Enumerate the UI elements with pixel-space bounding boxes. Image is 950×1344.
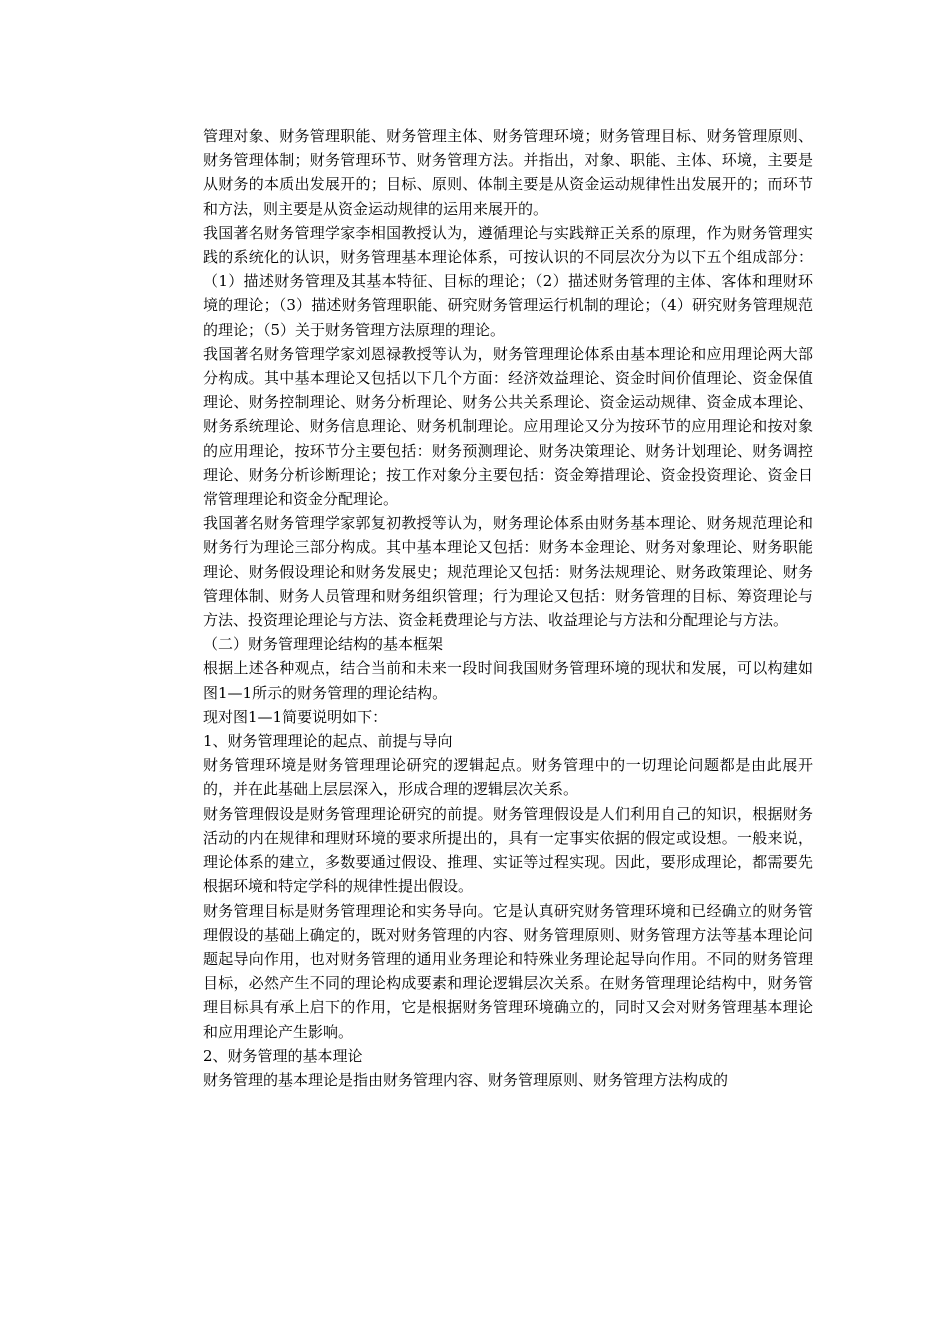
paragraph-liu-enlu-view: 我国著名财务管理学家刘恩禄教授等认为，财务管理理论体系由基本理论和应用理论两大部分构成。其中基本理论又包括以下几个方面：经济效益理论、资金时间价值理论、资金保值理论、财务控制理论、财务分析理论、财务公共关系理论、资金运动规律、资金成本理论、财务系统理论、财务信息理论、财务机制理论。应用理论又分为按环节的应用理论和按对象的应用理论，按环节分主要包括：财务预测理论、财务决策理论、财务计划理论、财务调控理论、财务分析诊断理论；按工作对象分主要包括：资金筹措理论、资金投资理论、资金日常管理理论和资金分配理论。 <box>203 344 813 509</box>
paragraph-framework-intro: 根据上述各种观点，结合当前和未来一段时间我国财务管理环境的现状和发展，可以构建如图1—1所示的财务管理的理论结构。 <box>203 659 813 702</box>
subheading-starting-point: 1、财务管理理论的起点、前提与导向 <box>203 732 453 751</box>
paragraph-finance-objects: 管理对象、财务管理职能、财务管理主体、财务管理环境；财务管理目标、财务管理原则、财务管理体制；财务管理环节、财务管理方法。并指出，对象、职能、主体、环境，主要是从财务的本质出发展开的；目标、原则、体制主要是从资金运动规律性出发展开的；而环节和方法，则主要是从资金运动规律的运用来展开的。 <box>203 127 813 218</box>
section-heading-framework: （二）财务管理理论结构的基本框架 <box>203 635 444 654</box>
paragraph-objective: 财务管理目标是财务管理理论和实务导向。它是认真研究财务管理环境和已经确立的财务管理假设的基础上确定的，既对财务管理的内容、财务管理原则、财务管理方法等基本理论问题起导向作用，也对财务管理的通用业务理论和特殊业务理论起导向作用。不同的财务管理目标，必然产生不同的理论构成要素和理论逻辑层次关系。在财务管理理论结构中，财务管理目标具有承上启下的作用，它是根据财务管理环境确立的，同时又会对财务管理基本理论和应用理论产生影响。 <box>203 901 813 1041</box>
paragraph-guo-fuchu-view: 我国著名财务管理学家郭复初教授等认为，财务理论体系由财务基本理论、财务规范理论和财务行为理论三部分构成。其中基本理论又包括：财务本金理论、财务对象理论、财务职能理论、财务假设理论和财务发展史；规范理论又包括：财务法规理论、财务政策理论、财务管理体制、财务人员管理和财务组织管理；行为理论又包括：财务管理的目标、筹资理论与方法、投资理论理论与方法、资金耗费理论与方法、收益理论与方法和分配理论与方法。 <box>203 514 813 630</box>
paragraph-li-xiangguo-view: 我国著名财务管理学家李相国教授认为，遵循理论与实践辩正关系的原理，作为财务管理实践的系统化的认识，财务管理基本理论体系，可按认识的不同层次分为以下五个组成部分：（1）描述财务管理及其基本特征、目标的理论；（2）描述财务管理的主体、客体和理财环境的理论；（3）描述财务管理职能、研究财务管理运行机制的理论；（4）研究财务管理规范的理论；（5）关于财务管理方法原理的理论。 <box>203 223 813 339</box>
paragraph-figure-note: 现对图1—1简要说明如下： <box>203 707 388 726</box>
subheading-basic-theory: 2、财务管理的基本理论 <box>203 1046 363 1065</box>
document-page <box>203 124 813 1092</box>
paragraph-assumption: 财务管理假设是财务管理理论研究的前提。财务管理假设是人们利用自己的知识，根据财务活动的内在规律和理财环境的要求所提出的，具有一定事实依据的假定或设想。一般来说，理论体系的建立，多数要通过假设、推理、实证等过程实现。因此，要形成理论，都需要先根据环境和特定学科的规律性提出假设。 <box>203 804 813 896</box>
paragraph-basic-theory: 财务管理的基本理论是指由财务管理内容、财务管理原则、财务管理方法构成的 <box>203 1070 729 1089</box>
paragraph-environment: 财务管理环境是财务管理理论研究的逻辑起点。财务管理中的一切理论问题都是由此展开的，并在此基础上层层深入，形成合理的逻辑层次关系。 <box>203 756 813 799</box>
